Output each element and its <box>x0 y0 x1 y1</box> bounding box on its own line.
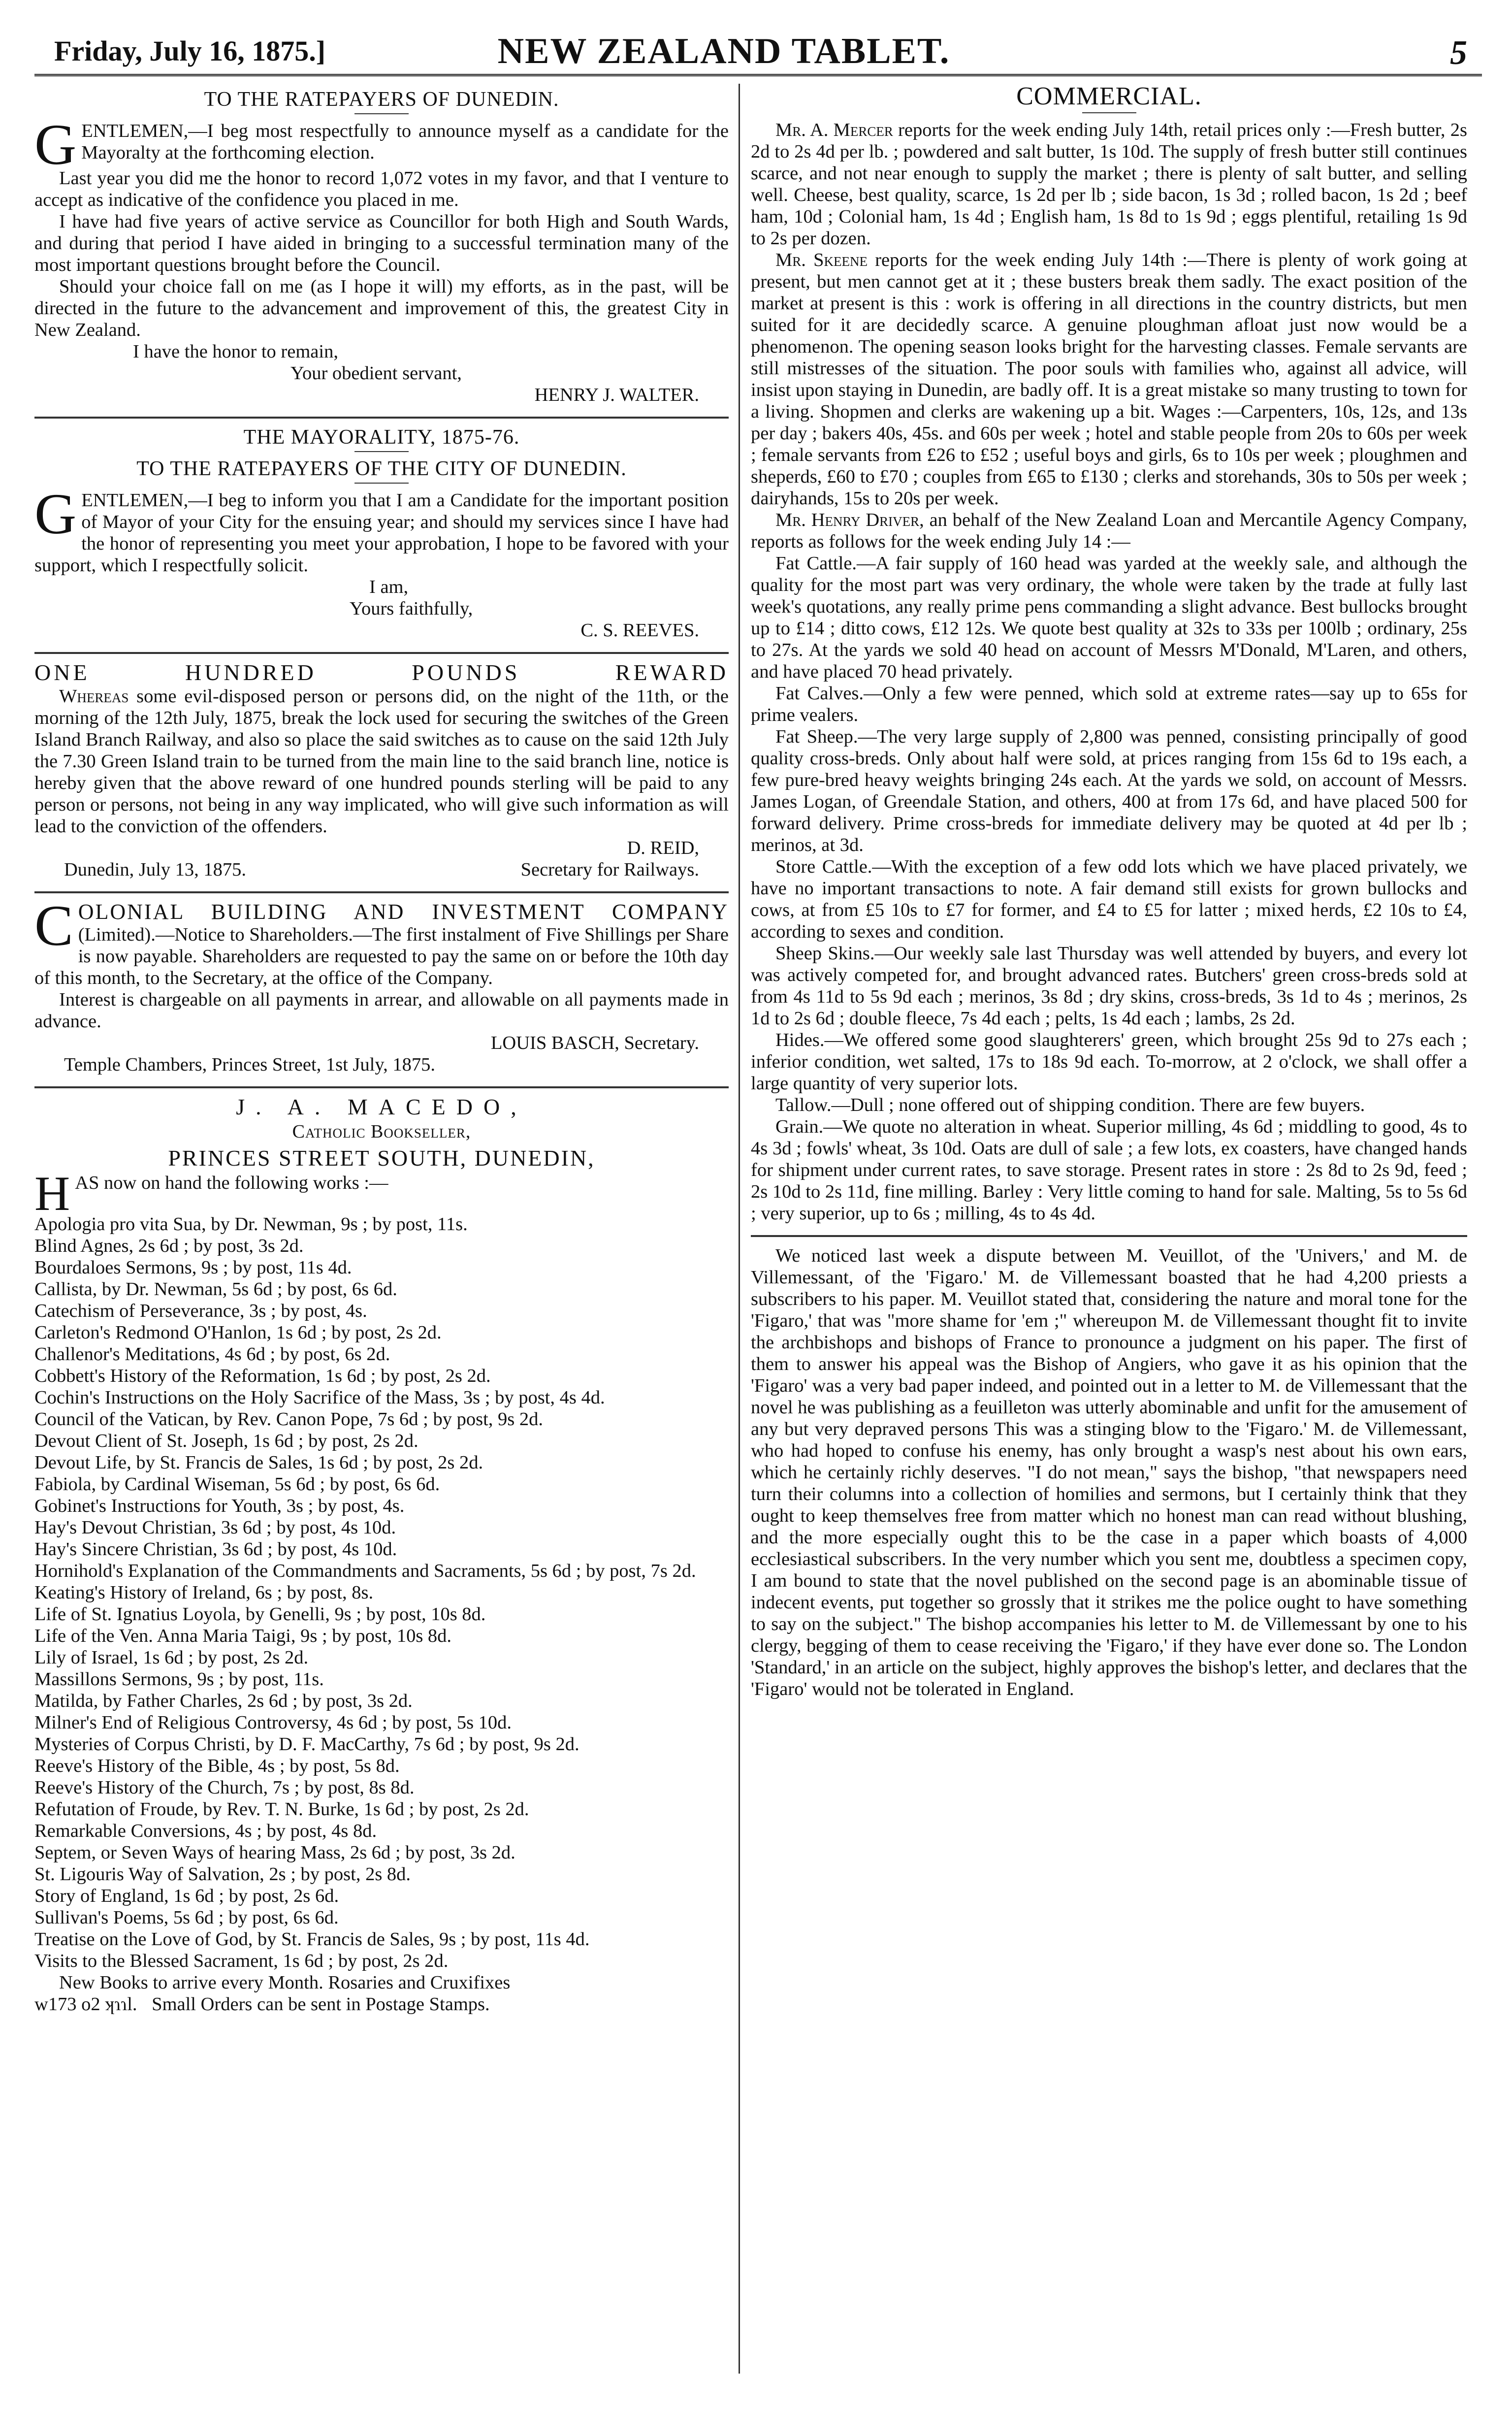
macedo-advertisement <box>34 1096 729 2015</box>
walter-paragraph-3: I have had five years of active service as Councillor for both High and South Wards, and during that period I have aided in bringing to a successful termination many of the most important questions brought before the Council. <box>34 211 729 275</box>
book-list-item: Remarkable Conversions, 4s ; by post, 4s 8d. <box>34 1821 377 1841</box>
right-column <box>751 84 1467 1700</box>
reeves-signature: C. S. REEVES. <box>580 620 699 641</box>
reeves-heading-1: THE MAYORALITY, 1875-76. <box>243 426 520 449</box>
reward-lead-word: Whereas <box>59 686 129 707</box>
book-list-item: Council of the Vatican, by Rev. Canon Pope, 7s 6d ; by post, 9s 2d. <box>34 1409 544 1430</box>
reeves-closing-1: I am, <box>369 577 409 597</box>
walter-signature: HENRY J. WALTER. <box>534 385 699 405</box>
book-list-item: Cobbett's History of the Reformation, 1s 6d ; by post, 2s 2d. <box>34 1366 491 1386</box>
reward-body: some evil-disposed person or persons did, on the night of the 11th, or the morning of the 12th July, 1875, break the lock used for securing the switches of the Green Island Branch Railway, and also so place the said switches as to cause on the said 12th July the 7.30 Green Island train to be turned from the main line to the said branch line, notice is hereby given that the above reward of one hundred pounds sterling will be paid to any person or persons, not being in any way implicated, who will give such information as will lead to the conviction of the offenders. <box>34 686 729 837</box>
book-list-item: Apologia pro vita Sua, by Dr. Newman, 9s ; by post, 11s. <box>34 1214 468 1235</box>
short-rule <box>354 483 409 484</box>
commercial-section <box>751 82 1468 1224</box>
issue-date: Friday, July 16, 1875.] <box>54 35 326 67</box>
drop-cap: C <box>34 893 73 958</box>
book-list-item: Life of St. Ignatius Loyola, by Genelli, 9s ; by post, 10s 8d. <box>34 1604 486 1625</box>
drop-cap: G <box>34 482 77 546</box>
book-list-item: Mysteries of Corpus Christi, by D. F. MacCarthy, 7s 6d ; by post, 9s 2d. <box>34 1734 579 1755</box>
driver-name: Mr. Henry Driver, <box>775 510 924 530</box>
macedo-footer-2: Small Orders can be sent in Postage Stamps. <box>152 1994 490 2015</box>
commercial-heading: COMMERCIAL. <box>1016 82 1202 110</box>
walter-advertisement <box>34 89 729 406</box>
left-column <box>34 84 729 2015</box>
macedo-address: PRINCES STREET SOUTH, DUNEDIN, <box>168 1145 595 1171</box>
column-divider <box>739 84 740 2374</box>
book-list-item: Keating's History of Ireland, 6s ; by post, 8s. <box>34 1582 374 1603</box>
mercer-name: Mr. A. Mercer <box>775 120 893 140</box>
grain-report: Grain.—We quote no alteration in wheat. Superior milling, 4s 6d ; middling to good, 4s to 4s 3d ; fowls' wheat, 3s 10d. Oats are dull of sale ; a few lots, ex coasters, have changed hands for shipment under current rates, to save storage. Present rates in store : 2s 8d to 2s 9d, feed ; 2s 10d to 2s 11d, fine milling. Barley : Very little coming to hand for sale. Malting, 5s to 5s 6d ; very superior, up to 6s ; milling, 4s to 4s 4d. <box>751 1116 1467 1224</box>
book-list-item: Treatise on the Love of God, by St. Francis de Sales, 9s ; by post, 11s 4d. <box>34 1929 590 1950</box>
section-rule <box>751 1235 1467 1237</box>
reeves-closing-2: Yours faithfully, <box>350 598 473 619</box>
book-list-item: Visits to the Blessed Sacrament, 1s 6d ; by post, 2s 2d. <box>34 1951 449 1971</box>
colonial-address: Temple Chambers, Princes Street, 1st July, 1875. <box>64 1054 436 1075</box>
reward-signatory-title: Secretary for Railways. <box>520 859 699 880</box>
hides-report: Hides.—We offered some good slaughterers' green, which brought 25s 9d to 27s each ; inferior condition, wet salted, 17s to 18s 9d each. To-morrow, at 2 o'clock, we shall offer a large quantity of very superior lots. <box>751 1030 1467 1094</box>
drop-cap: H <box>34 1166 70 1221</box>
fat-cattle-report: Fat Cattle.—A fair supply of 160 head was yarded at the weekly sale, and although the quality for the most part was very ordinary, the whole were taken by the trade at fully last week's quotations, any really prime pens commanding a slight advance. Best bullocks brought up to £14 ; ditto cows, £12 12s. We quote best quality at 32s to 33s per 100lb ; ordinary, 25s to 27s. At the yards we sold 40 head on account of Messrs M'Donald, M'Laren, and others, and have placed 70 head privately. <box>751 553 1467 682</box>
book-list-item: Massillons Sermons, 9s ; by post, 11s. <box>34 1669 324 1690</box>
book-list-item: Reeve's History of the Bible, 4s ; by post, 5s 8d. <box>34 1756 400 1776</box>
book-list-item: Reeve's History of the Church, 7s ; by post, 8s 8d. <box>34 1777 415 1798</box>
book-list-item: Story of England, 1s 6d ; by post, 2s 6d. <box>34 1886 339 1906</box>
skeene-report: reports for the week ending July 14th :—There is plenty of work going at present, but men cannot get at it ; these busters break them sadly. The exact position of the market at present is this : work is offering in all directions in the country districts, but men suited for it are decidedly scarce. A genuine ploughman afloat just now would be a phenomenon. The opening season looks bright for the harvesting classes. Female servants are still mistresses of the situation. The poor souls with families who, against all advice, will insist upon staying in Dunedin, are badly off. It is a great mistake so many trusting to town for a living. Shopmen and clerks are wakening up a bit. Wages :—Carpenters, 10s, 12s, and 13s per day ; bakers 40s, 45s. and 60s per week ; hotel and stable people from 20s to 60s per week ; female servants from £26 to £52 ; useful boys and girls, 6s to 10s per week ; ploughmen and sheperds, £60 to £70 ; couples from £65 to £130 ; clerks and storehands, 30s to 50s per week ; dairyhands, 15s to 20s per week. <box>751 250 1467 509</box>
fat-sheep-report: Fat Sheep.—The very large supply of 2,800 was penned, consisting principally of good quality cross-breds. Only about half were sold, at prices ranging from 15s 6d to 19s each, a few pure-bred heavy weights bringing 24s each. At the yards we sold, on account of Messrs. James Logan, of Greendale Station, and others, 400 at from 17s 6d, and have placed 500 for forward delivery. Prime cross-breds for immediate delivery may be quoted at 4d per lb ; merinos, at 3d. <box>751 726 1467 855</box>
masthead <box>34 20 1482 74</box>
book-list-item: Matilda, by Father Charles, 2s 6d ; by post, 3s 2d. <box>34 1691 413 1711</box>
colonial-paragraph-2: Interest is chargeable on all payments in arrear, and allowable on all payments made in advance. <box>34 989 729 1032</box>
book-list-item: Blind Agnes, 2s 6d ; by post, 3s 2d. <box>34 1236 304 1256</box>
short-rule <box>354 113 409 114</box>
short-rule <box>1082 112 1136 113</box>
reeves-advertisement <box>34 426 729 641</box>
walter-paragraph-2: Last year you did me the honor to record 1,072 votes in my favor, and that I venture to accept as indicative of the confidence you placed in me. <box>34 168 729 210</box>
book-list <box>34 1213 729 1972</box>
section-rule <box>34 417 729 419</box>
book-list-item: Hay's Sincere Christian, 3s 6d ; by post, 4s 10d. <box>34 1539 397 1560</box>
mercer-report: reports for the week ending July 14th, retail prices only :—Fresh butter, 2s 2d to 2s 4d per lb. ; powdered and salt butter, 1s 10d. The supply of fresh butter still continues scarce, and not near enough to supply the market ; there is plenty of salt butter, and selling well. Cheese, best quality, scarce, 1s 2d per lb ; side bacon, 1s 3d ; rolled bacon, 1s 2d ; beef ham, 10d ; Colonial ham, 1s 4d ; English ham, 1s 8d to 1s 9d ; eggs plentiful, retailing 1s 9d to 2s per dozen. <box>751 120 1468 249</box>
macedo-footer-stamp: w173 o2 ʞɿɿl. <box>34 1994 137 2015</box>
store-cattle-report: Store Cattle.—With the exception of a few odd lots which we have placed privately, we have no important transactions to note. A fair demand still exists for grown bullocks and cows, at from £5 10s to £7 for former, and £4 to £5 for latter ; mixed herds, £2 10s to £4, according to sexes and condition. <box>751 856 1467 942</box>
reward-date: Dunedin, July 13, 1875. <box>64 859 247 880</box>
colonial-paragraph-1: (Limited).—Notice to Shareholders.—The first instalment of Five Shillings per Share is now payable. Shareholders are requested to pay the same on or before the 10th day of this month, to the Secretary, at the office of the Company. <box>34 924 729 988</box>
book-list-item: Milner's End of Religious Controversy, 4s 6d ; by post, 5s 10d. <box>34 1712 512 1733</box>
book-list-item: Septem, or Seven Ways of hearing Mass, 2s 6d ; by post, 3s 2d. <box>34 1842 515 1863</box>
walter-closing-2: Your obedient servant, <box>290 363 462 384</box>
reeves-paragraph-1: ENTLEMEN,—I beg to inform you that I am a Candidate for the important position of Mayor of your City for the ensuing year; and should my services since I have had the honor of representing you meet your approbation, I hope to be favored with your support, which I respectfully solicit. <box>34 490 729 576</box>
macedo-intro: AS now on hand the following works :— <box>75 1173 388 1193</box>
colonial-heading: OLONIAL BUILDING AND INVESTMENT COMPANY <box>78 900 729 924</box>
newspaper-title: NEW ZEALAND TABLET. <box>497 31 950 71</box>
macedo-role: Catholic Bookseller, <box>292 1121 471 1142</box>
walter-heading: TO THE RATEPAYERS OF DUNEDIN. <box>204 88 559 111</box>
book-list-item: Catechism of Perseverance, 3s ; by post, 4s. <box>34 1301 367 1321</box>
walter-closing-1: I have the honor to remain, <box>133 341 338 362</box>
reward-notice <box>34 662 729 880</box>
colonial-signature: LOUIS BASCH, Secretary. <box>490 1033 699 1053</box>
book-list-item: Fabiola, by Cardinal Wiseman, 5s 6d ; by post, 6s 6d. <box>34 1474 440 1495</box>
book-list-item: Carleton's Redmond O'Hanlon, 1s 6d ; by post, 2s 2d. <box>34 1322 442 1343</box>
skeene-name: Mr. Skeene <box>775 250 868 270</box>
page-number: 5 <box>1450 34 1467 72</box>
short-rule <box>354 451 409 452</box>
book-list-item: Devout Client of St. Joseph, 1s 6d ; by post, 2s 2d. <box>34 1431 418 1451</box>
driver-report: an behalf of the New Zealand Loan and Mercantile Agency Company, reports as follows for the week ending July 14 :— <box>751 510 1468 552</box>
sheep-skins-report: Sheep Skins.—Our weekly sale last Thursday was well attended by buyers, and every lot was actively competed for, and brought advanced rates. Butchers' green cross-breds sold at from 4s 11d to 5s 9d each ; merinos, 3s 8d ; dry skins, cross-breds, 3s 1d to 4s ; merinos, 2s 1d to 2s 6d ; double fleece, 7s 4d each ; pelts, 1s 4d each ; lambs, 2s 2d. <box>751 943 1467 1029</box>
section-rule <box>34 891 729 893</box>
section-rule <box>34 652 729 654</box>
book-list-item: Life of the Ven. Anna Maria Taigi, 9s ; by post, 10s 8d. <box>34 1626 452 1646</box>
veuillot-article <box>751 1245 1467 1700</box>
reward-footer <box>34 859 729 880</box>
book-list-item: Challenor's Meditations, 4s 6d ; by post, 6s 2d. <box>34 1344 390 1365</box>
book-list-item: Devout Life, by St. Francis de Sales, 1s 6d ; by post, 2s 2d. <box>34 1452 483 1473</box>
book-list-item: Refutation of Froude, by Rev. T. N. Burke, 1s 6d ; by post, 2s 2d. <box>34 1799 529 1820</box>
drop-cap: G <box>34 112 77 177</box>
macedo-footer-1: New Books to arrive every Month. Rosaries and Cruxifixes <box>59 1972 511 1993</box>
walter-paragraph-4: Should your choice fall on me (as I hope it will) my efforts, as in the past, will be directed in the future to the advancement and improvement of this, the greatest City in New Zealand. <box>34 276 729 340</box>
macedo-name: J. A. MACEDO, <box>236 1094 527 1119</box>
fat-calves-report: Fat Calves.—Only a few were penned, which sold at extreme rates—say up to 65s for prime vealers. <box>751 683 1467 725</box>
reeves-heading-2: TO THE RATEPAYERS OF THE CITY OF DUNEDIN. <box>136 457 627 480</box>
book-list-item: St. Ligouris Way of Salvation, 2s ; by post, 2s 8d. <box>34 1864 411 1885</box>
book-list-item: Bourdaloes Sermons, 9s ; by post, 11s 4d. <box>34 1257 352 1278</box>
book-list-item: Lily of Israel, 1s 6d ; by post, 2s 2d. <box>34 1647 309 1668</box>
book-list-item: Gobinet's Instructions for Youth, 3s ; by post, 4s. <box>34 1496 405 1516</box>
walter-paragraph-1: ENTLEMEN,—I beg most respectfully to announce myself as a candidate for the Mayoralty at the forthcoming election. <box>81 121 729 163</box>
book-list-item: Hornihold's Explanation of the Commandments and Sacraments, 5s 6d ; by post, 7s 2d. <box>34 1561 696 1581</box>
book-list-item: Cochin's Instructions on the Holy Sacrifice of the Mass, 3s ; by post, 4s 4d. <box>34 1387 605 1408</box>
section-rule <box>34 1086 729 1088</box>
reward-heading: ONE HUNDRED POUNDS REWARD <box>34 660 729 685</box>
tallow-report: Tallow.—Dull ; none offered out of shipping condition. There are few buyers. <box>775 1095 1365 1115</box>
book-list-item: Callista, by Dr. Newman, 5s 6d ; by post, 6s 6d. <box>34 1279 397 1300</box>
book-list-item: Sullivan's Poems, 5s 6d ; by post, 6s 6d. <box>34 1907 339 1928</box>
veuillot-body: We noticed last week a dispute between M. Veuillot, of the 'Univers,' and M. de Villemessant, of the 'Figaro.' M. de Villemessant boasted that he had 4,200 priests a subscribers to his paper. M. Veuillot stated that, considering the nature and moral tone for the 'Figaro,' that was "more shame for 'em ;" whereupon M. de Villemessant thought fit to invite the archbishops and bishops of France to pronounce a judgment on his paper. The first of them to answer his appeal was the Bishop of Angiers, who gave it as his opinion that the 'Figaro' was a very bad paper indeed, and pointed out in a letter to M. de Villemessant that the novel he was publishing as a feuilleton was utterly abominable and unfit for the amusement of any but very depraved persons This was a stinging blow to the 'Figaro.' M. de Villemessant, who had hoped to confuse his enemy, has only brought a wasp's nest about his own ears, which he certainly richly deserves. "I do not mean," says the bishop, "that newspapers need turn their columns into a collection of homilies and sermons, but I certainly think that they ought to keep themselves free from matter which no honest man can read without blushing, and the more especially ought this to be the case in a paper which boasts of 4,000 ecclesiastical subscribers. In the very number which you sent me, doubtless a specimen copy, I am bound to state that the novel published on the second page is an abominable tissue of indecent events, put together so grossly that it strikes me the police ought to have something to say on the subject." The bishop accompanies his letter to M. de Villemessant by one to his clergy, begging of them to cease receiving the 'Figaro,' if they have ever done so. The London 'Standard,' in an article on the subject, highly approves the bishop's letter, and declares that the 'Figaro' would not be tolerated in England. <box>751 1245 1467 1699</box>
colonial-company-notice <box>34 893 729 1076</box>
masthead-rule <box>34 74 1482 76</box>
reward-signature: D. REID, <box>627 838 699 858</box>
book-list-item: Hay's Devout Christian, 3s 6d ; by post, 4s 10d. <box>34 1517 396 1538</box>
